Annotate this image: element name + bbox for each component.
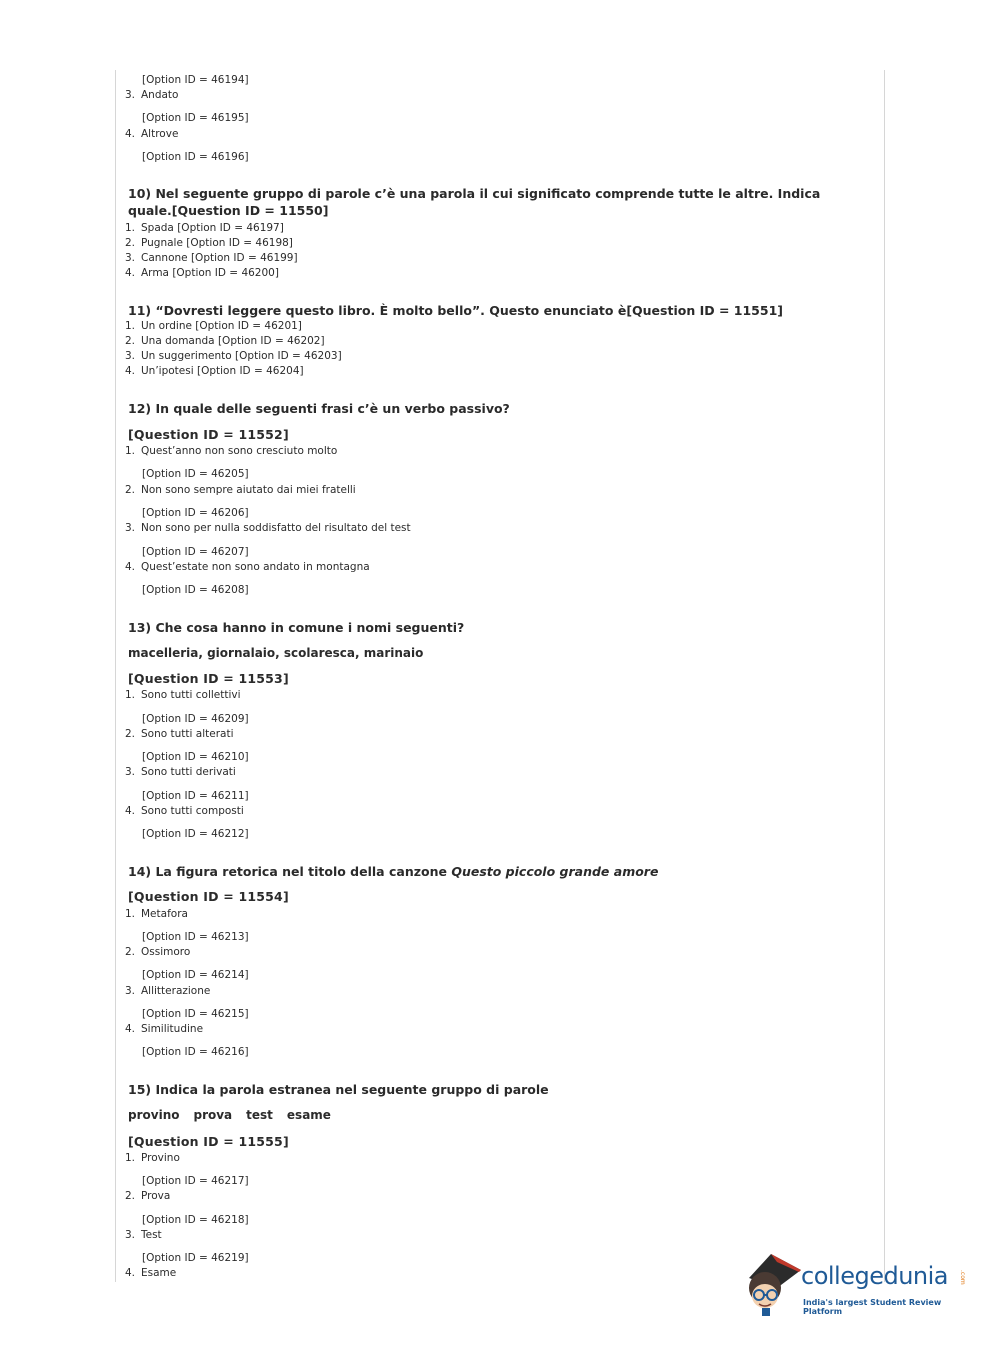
question-12-title: 12) In quale delle seguenti frasi c’è un verbo passivo? xyxy=(128,401,510,416)
option-number: 2. xyxy=(125,1190,136,1202)
option-text: Non sono sempre aiutato dai miei fratelli xyxy=(141,484,356,496)
option-item xyxy=(125,727,233,741)
option-text: Altrove xyxy=(141,128,179,140)
question-15-title: 15) Indica la parola estranea nel seguente gruppo di parole xyxy=(128,1082,549,1097)
option-id: [Option ID = 46219] xyxy=(142,1252,249,1264)
option-id: [Option ID = 46206] xyxy=(142,507,249,519)
option-item xyxy=(125,765,236,779)
collegedunia-logo xyxy=(741,1248,971,1318)
option-number: 2. xyxy=(125,728,136,740)
word: test xyxy=(246,1108,273,1122)
word: prova xyxy=(193,1108,233,1122)
question-15-id: [Question ID = 11555] xyxy=(128,1134,289,1149)
option-id: [Option ID = 46217] xyxy=(142,1175,249,1187)
logo-suffix: .com xyxy=(959,1270,966,1285)
question-14-title xyxy=(128,863,658,880)
option-item xyxy=(125,688,241,702)
option-number: 2. xyxy=(125,484,136,496)
option-item xyxy=(125,945,190,959)
question-15-words xyxy=(128,1107,345,1124)
option-text: Sono tutti composti xyxy=(141,805,244,817)
option-text: Un ordine [Option ID = 46201] xyxy=(141,320,302,332)
option-text: Non sono per nulla soddisfatto del risultato del test xyxy=(141,522,411,534)
option-item xyxy=(125,907,188,921)
option-number: 4. xyxy=(125,561,136,573)
question-13-title: 13) Che cosa hanno in comune i nomi seguenti? xyxy=(128,620,465,635)
option-id: [Option ID = 46210] xyxy=(142,751,249,763)
option-id: [Option ID = 46208] xyxy=(142,584,249,596)
option-id: [Option ID = 46212] xyxy=(142,828,249,840)
option-text: Sono tutti derivati xyxy=(141,766,236,778)
option-number: 1. xyxy=(125,1152,136,1164)
option-id: [Option ID = 46207] xyxy=(142,546,249,558)
option-number: 4. xyxy=(125,1023,136,1035)
option-item xyxy=(125,1228,162,1242)
option-item xyxy=(125,984,210,998)
question-10-title: 10) Nel seguente gruppo di parole c’è una parola il cui significato comprende tutte le altre. Indica quale.[Question ID = 11550] xyxy=(128,186,821,218)
option-item xyxy=(125,1266,176,1280)
option-item xyxy=(125,349,342,363)
option-id: [Option ID = 46196] xyxy=(142,151,249,163)
option-id: [Option ID = 46216] xyxy=(142,1046,249,1058)
question-11-title: 11) “Dovresti leggere questo libro. È molto bello”. Questo enunciato è[Question ID = 11551] xyxy=(128,303,783,318)
option-id: [Option ID = 46209] xyxy=(142,713,249,725)
option-number: 3. xyxy=(125,985,136,997)
option-text: Arma [Option ID = 46200] xyxy=(141,267,279,279)
option-number: 3. xyxy=(125,522,136,534)
option-number: 3. xyxy=(125,252,136,264)
question-14-text: 14) La figura retorica nel titolo della canzone xyxy=(128,864,447,879)
option-number: 3. xyxy=(125,89,136,101)
option-number: 3. xyxy=(125,350,136,362)
option-text: Cannone [Option ID = 46199] xyxy=(141,252,298,264)
option-item xyxy=(125,1151,180,1165)
option-text: Prova xyxy=(141,1190,171,1202)
logo-tagline: India's largest Student Review Platform xyxy=(803,1298,942,1316)
option-item xyxy=(125,127,178,141)
option-item xyxy=(125,483,356,497)
option-text: Un suggerimento [Option ID = 46203] xyxy=(141,350,342,362)
option-item xyxy=(125,221,284,235)
option-item xyxy=(125,236,293,250)
option-item xyxy=(125,444,337,458)
option-text: Un’ipotesi [Option ID = 46204] xyxy=(141,365,304,377)
option-number: 1. xyxy=(125,908,136,920)
option-id: [Option ID = 46211] xyxy=(142,790,249,802)
option-number: 2. xyxy=(125,237,136,249)
page-right-rule xyxy=(884,70,885,1282)
logo-wordmark: collegedunia xyxy=(801,1262,949,1290)
option-item xyxy=(125,1189,170,1203)
option-id: [Option ID = 46205] xyxy=(142,468,249,480)
option-item xyxy=(125,364,304,378)
option-number: 4. xyxy=(125,128,136,140)
option-item xyxy=(125,334,325,348)
option-text: Sono tutti collettivi xyxy=(141,689,241,701)
option-id: [Option ID = 46218] xyxy=(142,1214,249,1226)
option-id: [Option ID = 46194] xyxy=(142,74,249,86)
option-text: Sono tutti alterati xyxy=(141,728,234,740)
option-text: Spada [Option ID = 46197] xyxy=(141,222,284,234)
option-text: Andato xyxy=(141,89,179,101)
option-item xyxy=(125,521,411,535)
option-number: 2. xyxy=(125,335,136,347)
option-text: Quest’estate non sono andato in montagna xyxy=(141,561,370,573)
option-text: Una domanda [Option ID = 46202] xyxy=(141,335,325,347)
option-text: Test xyxy=(141,1229,162,1241)
option-number: 4. xyxy=(125,1267,136,1279)
option-number: 2. xyxy=(125,946,136,958)
word: provino xyxy=(128,1108,180,1122)
option-text: Quest’anno non sono cresciuto molto xyxy=(141,445,338,457)
page-left-rule xyxy=(115,70,116,1282)
question-13-id: [Question ID = 11553] xyxy=(128,671,289,686)
mascot-icon xyxy=(741,1248,803,1318)
option-item xyxy=(125,1022,203,1036)
option-text: Provino xyxy=(141,1152,180,1164)
question-12-id: [Question ID = 11552] xyxy=(128,427,289,442)
option-item xyxy=(125,88,178,102)
option-number: 4. xyxy=(125,805,136,817)
option-text: Allitterazione xyxy=(141,985,211,997)
question-14-id: [Question ID = 11554] xyxy=(128,889,289,904)
option-item xyxy=(125,319,302,333)
option-text: Similitudine xyxy=(141,1023,204,1035)
option-item xyxy=(125,560,370,574)
option-number: 1. xyxy=(125,689,136,701)
song-title: Questo piccolo grande amore xyxy=(451,864,659,879)
option-id: [Option ID = 46213] xyxy=(142,931,249,943)
option-item xyxy=(125,266,279,280)
option-number: 1. xyxy=(125,222,136,234)
word: esame xyxy=(286,1108,331,1122)
option-number: 1. xyxy=(125,445,136,457)
option-text: Pugnale [Option ID = 46198] xyxy=(141,237,293,249)
option-text: Esame xyxy=(141,1267,177,1279)
option-number: 4. xyxy=(125,365,136,377)
option-item xyxy=(125,804,244,818)
option-number: 4. xyxy=(125,267,136,279)
question-13-words: macelleria, giornalaio, scolaresca, marinaio xyxy=(128,646,424,660)
option-id: [Option ID = 46195] xyxy=(142,112,249,124)
option-number: 3. xyxy=(125,766,136,778)
option-id: [Option ID = 46215] xyxy=(142,1008,249,1020)
option-id: [Option ID = 46214] xyxy=(142,969,249,981)
option-number: 1. xyxy=(125,320,136,332)
option-text: Metafora xyxy=(141,908,188,920)
option-number: 3. xyxy=(125,1229,136,1241)
option-text: Ossimoro xyxy=(141,946,191,958)
option-item xyxy=(125,251,298,265)
